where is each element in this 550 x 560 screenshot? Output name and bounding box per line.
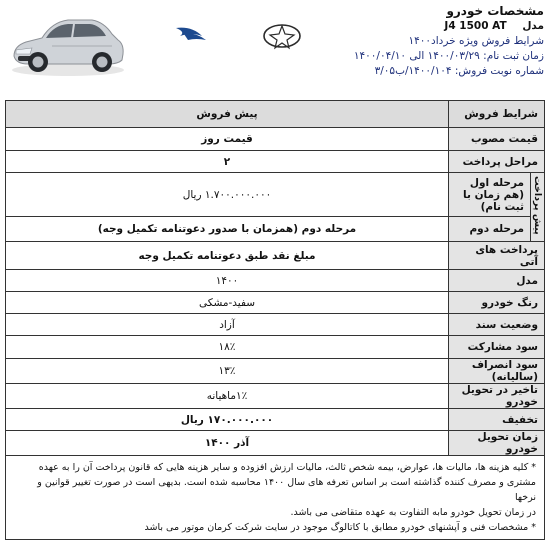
table-row [6,409,545,431]
conditions-table [5,100,545,540]
conditions-table-wrap [5,100,545,556]
row-label: رنگ خودرو [449,292,545,314]
row-label: مرحله دوم [449,217,531,242]
sale-conditions: شرایط فروش ویژه خرداد۱۴۰۰ [408,35,544,47]
row-value: آزاد [6,314,449,336]
row-label: مرحله اول (هم زمان با ثبت نام) [449,173,531,217]
note-line: * مشخصات فنی و آپشنهای خودرو مطابق با کاتالوگ موجود در سایت شرکت کرمان موتور می باشد [144,522,536,533]
notes-cell [6,456,545,540]
row-value: ۱۷۰.۰۰۰.۰۰۰ ریال [6,409,449,431]
registration-time: زمان ثبت نام: ۱۴۰۰/۰۳/۲۹ الی ۱۴۰۰/۰۴/۱۰ [353,50,544,62]
row-label: سود مشارکت [449,336,545,359]
table-row [6,336,545,359]
row-label: تخفیف [449,409,545,431]
note-line: مشتری و مصرف کننده گذاشته است بر اساس تعرفه های سال ۱۴۰۰ محاسبه شده است. بدیهی است در صورت تغییر قوانین و نرخها [37,477,536,503]
table-row [6,128,545,151]
notes-row [6,456,545,540]
model-value: J4 1500 AT [444,20,507,32]
row-value: ۱۳٪ [6,359,449,384]
header-value-cell: پیش فروش [6,101,449,128]
model-row [304,19,544,34]
sale-turn-number: شماره نوبت فروش: ۱۴۰۰/۱۰۴/ب۳/۰۵ [374,65,544,77]
table-row [6,292,545,314]
table-row [6,359,545,384]
prepayment-side-text: پیش پرداخت [532,176,543,235]
row-label: سود انصراف (سالیانه) [449,359,545,384]
row-value: ۲ [6,151,449,173]
model-label: مدل [522,20,544,32]
spec-title: مشخصات خودرو [446,4,544,18]
row-value: مبلغ نقد طبق دعوتنامه تکمیل وجه [6,242,449,270]
row-label: قیمت مصوب [449,128,545,151]
kerman-motor-logo [140,24,240,60]
table-row [6,384,545,409]
row-value: ۱٪ماهیانه [6,384,449,409]
row-value: ۱۴۰۰ [6,270,449,292]
row-value: ۱۸٪ [6,336,449,359]
table-row [6,173,545,217]
header-label-cell: شرایط فروش [449,101,545,128]
table-row [6,242,545,270]
row-label: مدل [449,270,545,292]
table-header-row [6,101,545,128]
row-label: زمان تحویل خودرو [449,431,545,456]
row-value: مرحله دوم (همزمان با صدور دعوتنامه تکمیل وجه) [6,217,449,242]
car-image [8,4,126,78]
table-row [6,270,545,292]
header-info [304,4,544,79]
row-label: پرداخت های آتی [449,242,545,270]
note-line: در زمان تحویل خودرو مابه التفاوت به عهده متقاضی می باشد. [290,507,536,518]
row-value: آذر ۱۴۰۰ [6,431,449,456]
table-row [6,431,545,456]
table-row [6,217,545,242]
row-label: مراحل پرداخت [449,151,545,173]
prepayment-side-label [531,173,545,242]
row-value: قیمت روز [6,128,449,151]
note-line: * کلیه هزینه ها، مالیات ها، عوارض، بیمه شخص ثالث، مالیات ارزش افزوده و سایر هزینه هایی که قانون پرداخت آن را به عهده [38,462,536,473]
row-label: تاخیر در تحویل خودرو [449,384,545,409]
row-value: ۱.۷۰۰.۰۰۰.۰۰۰ ریال [6,173,449,217]
table-row [6,314,545,336]
table-row [6,151,545,173]
header [0,0,550,96]
row-label: وضعیت سند [449,314,545,336]
row-value: سفید-مشکی [6,292,449,314]
